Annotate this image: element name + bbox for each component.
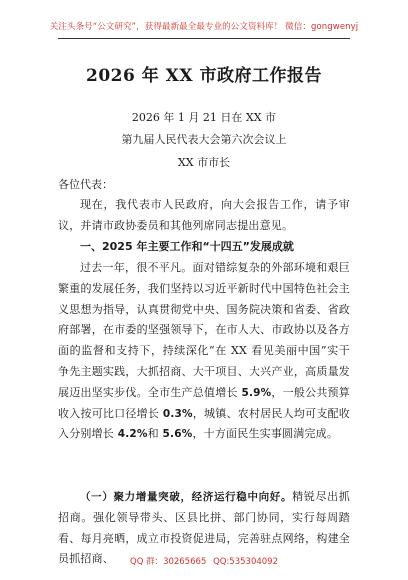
review-text-3: ，城镇、农村居民人均可支配收入分别增长 <box>58 406 350 441</box>
intro-paragraph: 现在，我代表市人民政府，向大会报告工作，请予审议，并请市政协委员和其他列席同志提出意见。 <box>58 198 350 232</box>
meeting-name: 第九届人民代表大会第六次会议上 <box>121 133 287 146</box>
contact-footer <box>0 555 408 567</box>
review-text-2: ，一般公共预算收入按可比口径增长 <box>58 385 350 420</box>
review-paragraph <box>58 258 350 445</box>
gdp-growth-value: 5.9% <box>241 386 272 399</box>
promo-banner-text: 关注头条号“公文研究”，获得最新最全最专业的公文资料库！ 微信： <box>49 22 311 32</box>
header-divider <box>58 38 350 39</box>
budget-growth-value: 0.3% <box>162 407 193 420</box>
document-title: 2026 年 XX 市政府工作报告 <box>86 66 322 86</box>
promo-banner <box>0 20 408 32</box>
document-date: 2026 年 1 月 21 日在 XX 市 <box>131 111 277 124</box>
subsection-heading: （一）聚力增量突破，经济运行稳中向好。 <box>80 491 293 503</box>
review-text-1: 过去一年，很不平凡。面对错综复杂的外部环境和艰巨繁重的发展任务，我们坚持以习近平新时代中国特色社会主义思想为指导，认真贯彻党中央、国务院决策和省委、省政府部署，在市委的坚强领导下，在市人大、市政协以及各方面的监督和支持下，持续深化“在 XX 看见美丽中国”实干争先主题实践，大抓招商、大干项目、大兴产业，高质量发展迈出坚实步伐。全市生产总值增长 <box>58 261 350 399</box>
review-text-5: ，十方面民生实事圆满完成。 <box>192 427 339 441</box>
qq-number: QQ:535304092 <box>213 557 278 567</box>
rural-income-growth-value: 5.6% <box>162 428 193 441</box>
subsection-text: 精锐尽出抓招商。强化领导带头、区县比拼、部门协同，实行每周踏看、每月亮晒，成立市投资促进局，完善驻点网络，构建全员抓招商、 <box>58 490 350 566</box>
review-text-4: 和 <box>147 427 163 441</box>
document-author: XX 市市长 <box>177 156 231 169</box>
section-heading: 一、2025 年主要工作和“十四五”发展成就 <box>80 240 294 253</box>
wechat-handle: gongwenyj <box>310 22 359 32</box>
qq-group: QQ 群：30265665 <box>130 557 207 567</box>
urban-income-growth-value: 4.2% <box>117 428 148 441</box>
salutation: 各位代表： <box>58 178 113 191</box>
